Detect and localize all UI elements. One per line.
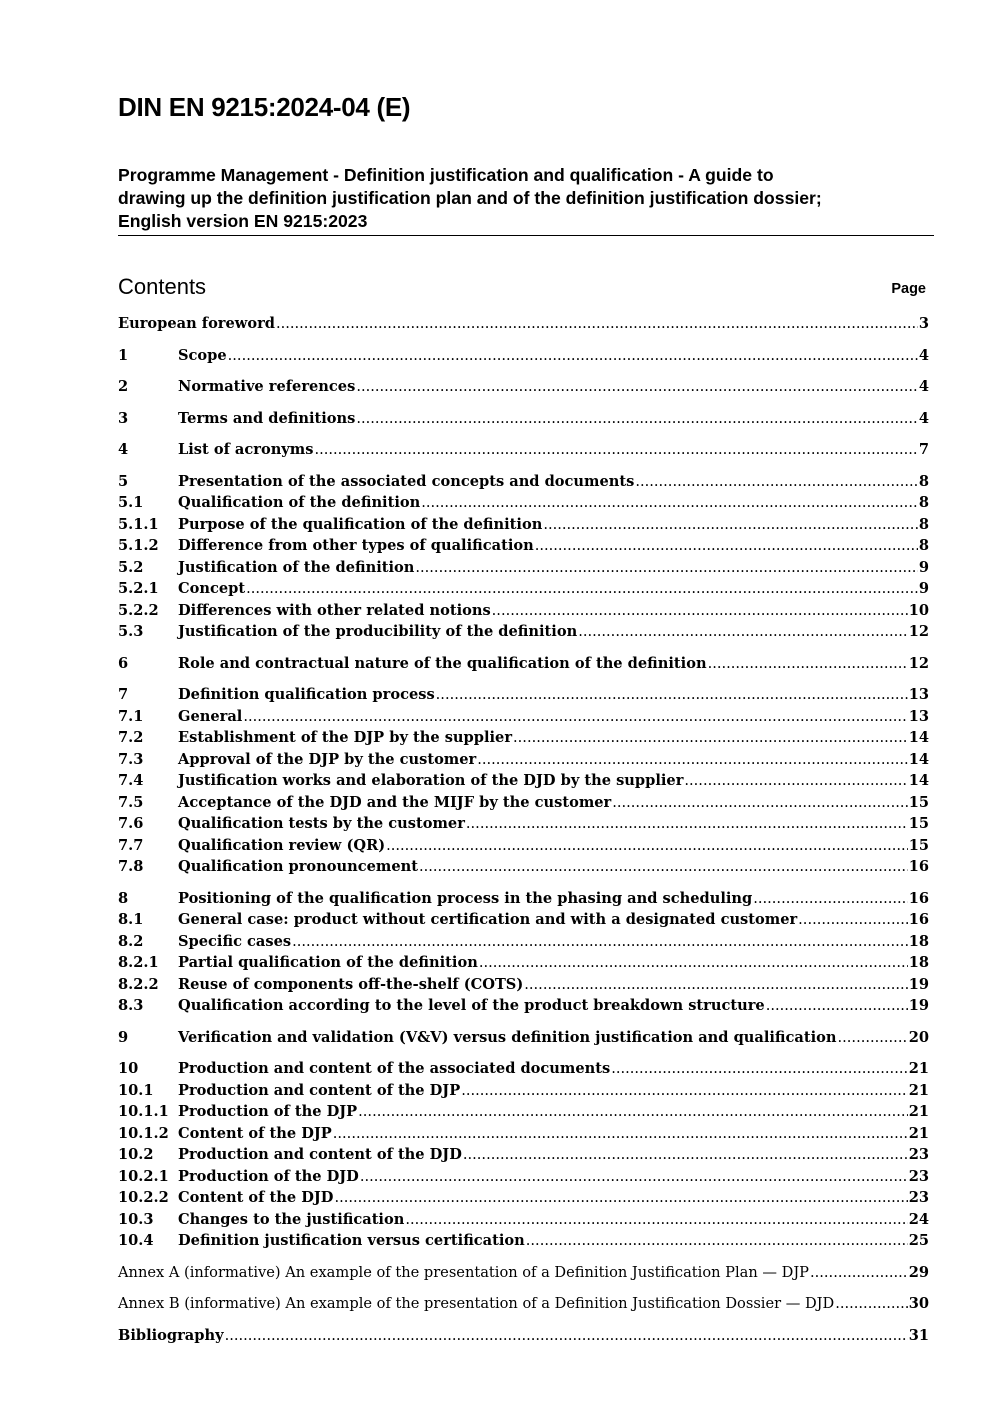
toc-dot-leader: [228, 345, 918, 367]
toc-entry-title: Qualification review (QR): [178, 836, 386, 854]
toc-entry-number: 5.1.1: [118, 515, 159, 533]
toc-entry-number: 10.2: [118, 1146, 154, 1163]
toc-entry[interactable]: [118, 514, 929, 536]
toc-entry-number: 8.1: [118, 911, 144, 928]
toc-entry[interactable]: [118, 856, 929, 878]
toc-dot-leader: [479, 952, 908, 974]
toc-entry-page: 9: [918, 558, 929, 576]
toc-entry-page: 8: [918, 515, 929, 533]
toc-entry-number: 5.1: [118, 494, 144, 511]
toc-dot-leader: [810, 1262, 908, 1284]
toc-entry[interactable]: [118, 835, 929, 857]
toc-entry-title: Qualification of the definition: [178, 494, 421, 511]
toc-entry[interactable]: [118, 557, 929, 579]
toc-entry-number: 10.1.1: [118, 1103, 169, 1120]
toc-entry[interactable]: [118, 1325, 929, 1347]
toc-entry-number: 6: [118, 654, 129, 672]
toc-entry-title: Presentation of the associated concepts and documents: [178, 472, 635, 490]
toc-dot-leader: [415, 557, 917, 579]
toc-dot-leader: [405, 1209, 907, 1231]
toc-entry-page: 16: [908, 858, 929, 875]
toc-entry-title: List of acronyms: [178, 441, 314, 458]
toc-dot-leader: [513, 727, 908, 749]
toc-entry-title: European foreword: [118, 315, 275, 332]
toc-entry-number: 10: [118, 1060, 139, 1077]
toc-dot-leader: [419, 856, 908, 878]
toc-dot-leader: [436, 684, 908, 706]
toc-dot-leader: [543, 514, 918, 536]
toc-entry-number: 8.2.2: [118, 975, 159, 993]
toc-entry-number: 5: [118, 472, 129, 490]
toc-entry[interactable]: [118, 1058, 929, 1080]
toc-entry-title: Definition qualification process: [178, 686, 435, 703]
toc-entry-title: Specific cases: [178, 932, 292, 950]
toc-entry-title: Positioning of the qualification process in the phasing and scheduling: [178, 889, 753, 907]
toc-dot-leader: [314, 439, 917, 461]
toc-entry-page: 13: [908, 707, 929, 725]
toc-entry-number: 7: [118, 686, 129, 703]
toc-entry-title: Justification of the producibility of the definition: [178, 623, 578, 640]
toc-entry-title: Production and content of the DJP: [178, 1081, 461, 1099]
toc-entry[interactable]: [118, 888, 929, 910]
toc-entry[interactable]: [118, 1187, 929, 1209]
toc-entry[interactable]: [118, 439, 929, 461]
toc-entry[interactable]: [118, 471, 929, 493]
toc-dot-leader: [526, 1230, 908, 1252]
toc-entry-number: 8.2.1: [118, 954, 159, 971]
toc-entry-number: 8.2: [118, 932, 144, 950]
toc-entry[interactable]: [118, 621, 929, 643]
toc-dot-leader: [358, 1101, 908, 1123]
toc-entry[interactable]: [118, 1027, 929, 1049]
toc-dot-leader: [835, 1293, 907, 1315]
toc-entry-title: Approval of the DJP by the customer: [178, 750, 477, 768]
toc-entry-page: 21: [908, 1124, 929, 1142]
toc-entry-title: Concept: [178, 580, 246, 597]
toc-entry-page: 21: [908, 1081, 929, 1099]
toc-entry-title: Verification and validation (V&V) versus definition justification and qualification: [178, 1028, 837, 1046]
toc-entry-number: 5.3: [118, 623, 144, 640]
toc-dot-leader: [421, 492, 918, 514]
toc-dot-leader: [684, 770, 907, 792]
toc-dot-leader: [463, 1144, 908, 1166]
toc-entry-page: 3: [918, 315, 929, 332]
toc-entry-page: 31: [908, 1326, 929, 1344]
document-title-line-3: English version EN 9215:2023: [118, 211, 368, 231]
toc-entry[interactable]: [118, 792, 929, 814]
toc-entry[interactable]: [118, 1080, 929, 1102]
toc-entry-page: 4: [918, 346, 929, 364]
toc-entry[interactable]: [118, 749, 929, 771]
toc-entry-page: 19: [908, 997, 929, 1014]
toc-dot-leader: [838, 1027, 908, 1049]
toc-entry-number: 3: [118, 409, 129, 427]
toc-dot-leader: [276, 313, 918, 335]
toc-dot-leader: [611, 1058, 907, 1080]
toc-entry-page: 15: [908, 815, 929, 832]
toc-entry[interactable]: [118, 813, 929, 835]
toc-dot-leader: [798, 909, 908, 931]
toc-entry-page: 8: [918, 537, 929, 554]
toc-entry[interactable]: [118, 600, 929, 622]
toc-entry[interactable]: [118, 535, 929, 557]
toc-entry-page: 29: [908, 1263, 929, 1281]
toc-entry-number: 5.2.2: [118, 601, 159, 619]
toc-entry[interactable]: [118, 578, 929, 600]
toc-entry-title: Content of the DJD: [178, 1189, 334, 1206]
toc-entry-number: 2: [118, 378, 129, 395]
toc-entry-page: 21: [908, 1060, 929, 1077]
toc-entry-number: 7.6: [118, 815, 144, 832]
toc-entry-page: 15: [908, 793, 929, 811]
toc-entry-title: Qualification according to the level of the product breakdown structure: [178, 997, 765, 1014]
toc-entry[interactable]: [118, 952, 929, 974]
toc-entry-page: 14: [908, 772, 929, 789]
toc-entry-title: Content of the DJP: [178, 1124, 332, 1142]
toc-entry-page: 14: [908, 750, 929, 768]
toc-entry[interactable]: [118, 1262, 929, 1284]
toc-dot-leader: [334, 1187, 907, 1209]
toc-entry-page: 12: [908, 623, 929, 640]
toc-entry-number: 10.4: [118, 1232, 154, 1249]
toc-entry-page: 16: [908, 911, 929, 928]
toc-dot-leader: [466, 813, 908, 835]
toc-entry-number: 10.2.2: [118, 1189, 169, 1206]
toc-entry[interactable]: [118, 1293, 929, 1315]
toc-entry[interactable]: [118, 1230, 929, 1252]
toc-dot-leader: [356, 376, 918, 398]
toc-entry-title: Production of the DJD: [178, 1167, 359, 1185]
toc-entry-number: 10.3: [118, 1210, 154, 1228]
toc-entry-page: 16: [908, 889, 929, 907]
toc-entry-page: 23: [908, 1167, 929, 1185]
toc-entry-number: 10.1.2: [118, 1124, 169, 1142]
toc-dot-leader: [535, 535, 918, 557]
toc-entry-page: 9: [918, 580, 929, 597]
toc-dot-leader: [246, 578, 918, 600]
toc-entry[interactable]: [118, 1144, 929, 1166]
toc-dot-leader: [360, 1166, 908, 1188]
toc-entry[interactable]: [118, 684, 929, 706]
toc-entry-title: Scope: [178, 346, 227, 364]
page-column-label: Page: [891, 281, 926, 297]
toc-entry[interactable]: [118, 727, 929, 749]
document-title-line-1: Programme Management - Definition justification and qualification - A guide to: [118, 165, 774, 185]
toc-entry-number: 1: [118, 346, 129, 364]
toc-entry-title: Purpose of the qualification of the definition: [178, 515, 543, 533]
toc-entry-number: 7.7: [118, 836, 144, 854]
toc-entry-page: 13: [908, 686, 929, 703]
toc-entry-number: 5.2.1: [118, 580, 159, 597]
toc-entry-number: 10.2.1: [118, 1167, 169, 1185]
toc-entry[interactable]: [118, 408, 929, 430]
toc-entry-page: 15: [908, 836, 929, 854]
toc-entry[interactable]: [118, 345, 929, 367]
toc-entry-number: 7.3: [118, 750, 144, 768]
toc-entry-page: 23: [908, 1189, 929, 1206]
toc-entry-title: Justification works and elaboration of the DJD by the supplier: [178, 772, 684, 789]
toc-entry-title: Bibliography: [118, 1326, 224, 1344]
toc-entry-title: Qualification pronouncement: [178, 858, 418, 875]
toc-entry-title: Normative references: [178, 378, 356, 395]
toc-entry-title: Production and content of the DJD: [178, 1146, 462, 1163]
toc-entry-page: 8: [918, 494, 929, 511]
toc-dot-leader: [477, 749, 907, 771]
toc-entry-number: 8.3: [118, 997, 144, 1014]
toc-entry[interactable]: [118, 1166, 929, 1188]
toc-entry-title: Terms and definitions: [178, 409, 356, 427]
toc-entry-title: General case: product without certification and with a designated customer: [178, 911, 798, 928]
toc-entry-number: 9: [118, 1028, 129, 1046]
table-of-contents: [118, 313, 929, 1346]
toc-dot-leader: [753, 888, 907, 910]
toc-entry-title: Role and contractual nature of the qualification of the definition: [178, 654, 707, 672]
toc-entry[interactable]: [118, 995, 929, 1017]
toc-entry-title: Changes to the justification: [178, 1210, 405, 1228]
toc-entry-title: Justification of the definition: [178, 558, 415, 576]
toc-entry-title: Annex A (informative) An example of the presentation of a Definition Justification Plan — DJP: [118, 1263, 809, 1281]
toc-entry-page: 10: [908, 601, 929, 619]
toc-entry[interactable]: [118, 492, 929, 514]
toc-entry-title: Production of the DJP: [178, 1103, 358, 1120]
toc-entry-page: 19: [908, 975, 929, 993]
toc-entry-title: General: [178, 707, 243, 725]
toc-dot-leader: [333, 1123, 908, 1145]
toc-entry-page: 24: [908, 1210, 929, 1228]
toc-dot-leader: [635, 471, 918, 493]
toc-entry-title: Establishment of the DJP by the supplier: [178, 729, 513, 746]
toc-entry-title: Definition justification versus certification: [178, 1232, 525, 1249]
toc-entry-page: 18: [908, 932, 929, 950]
toc-entry-number: 5.1.2: [118, 537, 159, 554]
toc-entry[interactable]: [118, 313, 929, 335]
toc-entry-page: 14: [908, 729, 929, 746]
toc-entry-page: 7: [918, 441, 929, 458]
toc-dot-leader: [612, 792, 907, 814]
toc-entry-title: Difference from other types of qualification: [178, 537, 534, 554]
document-title: [118, 164, 934, 236]
toc-dot-leader: [356, 408, 917, 430]
toc-entry[interactable]: [118, 974, 929, 996]
toc-entry-number: 7.5: [118, 793, 144, 811]
document-title-line-2: drawing up the definition justification plan and of the definition justification dossier;: [118, 188, 822, 208]
toc-entry-page: 8: [918, 472, 929, 490]
toc-dot-leader: [461, 1080, 907, 1102]
toc-entry[interactable]: [118, 653, 929, 675]
toc-entry[interactable]: [118, 1101, 929, 1123]
toc-entry-page: 18: [908, 954, 929, 971]
toc-dot-leader: [225, 1325, 908, 1347]
toc-entry-number: 5.2: [118, 558, 144, 576]
toc-dot-leader: [578, 621, 907, 643]
toc-entry-page: 4: [918, 378, 929, 395]
toc-dot-leader: [492, 600, 908, 622]
toc-entry-number: 8: [118, 889, 129, 907]
toc-entry-number: 7.1: [118, 707, 144, 725]
toc-dot-leader: [292, 931, 908, 953]
toc-entry-page: 30: [908, 1295, 929, 1312]
toc-dot-leader: [766, 995, 908, 1017]
toc-entry-page: 4: [918, 409, 929, 427]
toc-entry-title: Partial qualification of the definition: [178, 954, 478, 971]
toc-entry-page: 23: [908, 1146, 929, 1163]
toc-entry[interactable]: [118, 376, 929, 398]
toc-entry-page: 12: [908, 654, 929, 672]
toc-entry-title: Acceptance of the DJD and the MIJF by the customer: [178, 793, 612, 811]
toc-entry-page: 25: [908, 1232, 929, 1249]
toc-entry[interactable]: [118, 706, 929, 728]
toc-entry-title: Differences with other related notions: [178, 601, 491, 619]
document-id: DIN EN 9215:2024-04 (E): [118, 92, 411, 122]
toc-dot-leader: [386, 835, 908, 857]
toc-entry-page: 21: [908, 1103, 929, 1120]
contents-header: [118, 274, 926, 300]
toc-entry[interactable]: [118, 1123, 929, 1145]
toc-entry[interactable]: [118, 909, 929, 931]
toc-entry[interactable]: [118, 1209, 929, 1231]
toc-entry-page: 20: [908, 1028, 929, 1046]
toc-entry[interactable]: [118, 931, 929, 953]
toc-entry-title: Production and content of the associated documents: [178, 1060, 611, 1077]
toc-dot-leader: [524, 974, 907, 996]
toc-entry-number: 7.8: [118, 858, 144, 875]
toc-entry-title: Annex B (informative) An example of the presentation of a Definition Justification Dossier — DJD: [118, 1295, 835, 1312]
toc-dot-leader: [708, 653, 908, 675]
toc-entry-title: Reuse of components off-the-shelf (COTS): [178, 975, 524, 993]
toc-entry-number: 10.1: [118, 1081, 154, 1099]
toc-dot-leader: [243, 706, 907, 728]
toc-entry-number: 7.4: [118, 772, 144, 789]
toc-entry-number: 4: [118, 441, 129, 458]
toc-entry-number: 7.2: [118, 729, 144, 746]
toc-entry-title: Qualification tests by the customer: [178, 815, 465, 832]
contents-title: Contents: [118, 274, 207, 299]
toc-entry[interactable]: [118, 770, 929, 792]
